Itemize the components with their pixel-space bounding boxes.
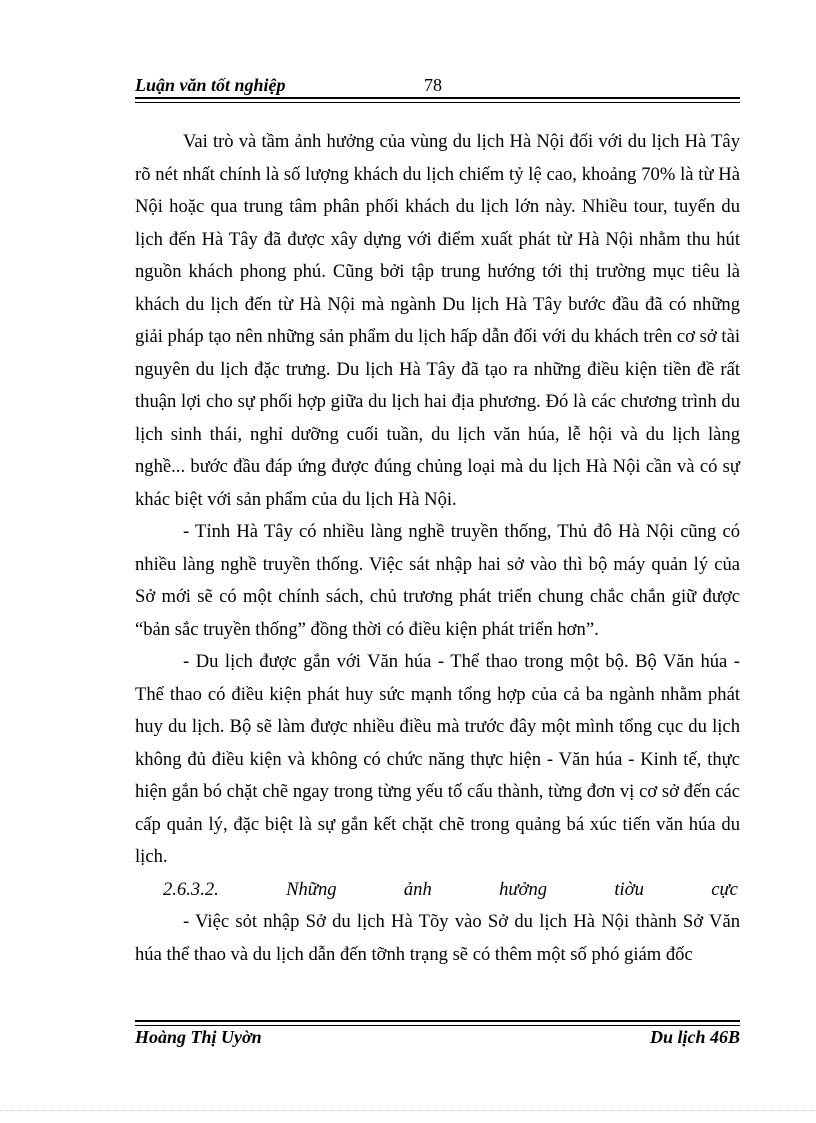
footer-class: Du lịch 46B [649,1027,740,1047]
paragraph-4: - Việc sỏt nhập Sở du lịch Hà Tõy vào Sở du lịch Hà Nội thành Sở Văn húa thể thao và du lịch dẫn đến tỡnh trạng sẽ có thêm một số phó giám đốc [135,911,740,965]
footer-rule [135,1020,740,1026]
section-word-3: hưởng [499,878,548,900]
section-word-1: Những [286,878,337,900]
header-rule [135,97,740,103]
section-word-5: cực [711,878,738,900]
section-heading [135,874,740,907]
paragraph-1: Vai trò và tầm ảnh hưởng của vùng du lịch Hà Nội đối với du lịch Hà Tây rõ nét nhất chính là số lượng khách du lịch chiếm tỷ lệ cao, khoảng 70% là từ Hà Nội hoặc qua trung tâm phân phối khách du lịch lớn này. Nhiều tour, tuyến du lịch đến Hà Tây đã được xây dựng với điểm xuất phát từ Hà Nội nhằm thu hút nguồn khách phong phú. Cũng bởi tập trung hướng tới thị trường mục tiêu là khách du lịch đến từ Hà Nội mà ngành Du lịch Hà Tây bước đầu đã có những giải pháp tạo nên những sản phẩm du lịch hấp dẫn đối với du khách trên cơ sở tài nguyên du lịch đặc trưng. Du lịch Hà Tây đã tạo ra những điều kiện tiền đề rất thuận lợi cho sự phối hợp giữa du lịch hai địa phương. Đó là các chương trình du lịch sinh thái, nghỉ dưỡng cuối tuần, du lịch văn húa, lễ hội và du lịch làng nghề... bước đầu đáp ứng được đúng chủng loại mà du lịch Hà Nội cần và có sự khác biệt với sản phẩm của du lịch Hà Nội. [135,131,740,510]
page-header [135,72,740,98]
footer-author: Hoàng Thị Uyờn [135,1027,262,1047]
paragraph-2: - Tỉnh Hà Tây có nhiều làng nghề truyền thống, Thủ đô Hà Nội cũng có nhiều làng nghề truyền thống. Việc sát nhập hai sở vào thì bộ máy quản lý của Sở mới sẽ có một chính sách, chủ trương phát triển chung chắc chắn giữ được “bản sắc truyền thống” đồng thời có điều kiện phát triển hơn”. [135,521,740,640]
page-number: 78 [424,75,442,95]
body-text [135,126,740,971]
section-word-4: tiờu [614,878,644,900]
paragraph-3: - Du lịch được gắn với Văn húa - Thể thao trong một bộ. Bộ Văn húa - Thể thao có điều kiện phát huy sức mạnh tổng hợp của cả ba ngành nhằm phát huy du lịch. Bộ sẽ làm được nhiều điều mà trước đây một mình tổng cục du lịch không đủ điều kiện và không có chức năng thực hiện - Văn húa - Kinh tế, thực hiện gắn bó chặt chẽ ngay trong từng yếu tố cấu thành, từng đơn vị cơ sở đến các cấp quản lý, đặc biệt là sự gắn kết chặt chẽ trong quảng bá xúc tiến văn húa du lịch. [135,651,740,867]
section-word-2: ảnh [403,878,432,900]
page-bottom-border [0,1110,816,1112]
section-number: 2.6.3.2. [163,878,219,900]
header-title: Luận văn tốt nghiệp [135,75,286,95]
page-footer [135,1027,740,1053]
